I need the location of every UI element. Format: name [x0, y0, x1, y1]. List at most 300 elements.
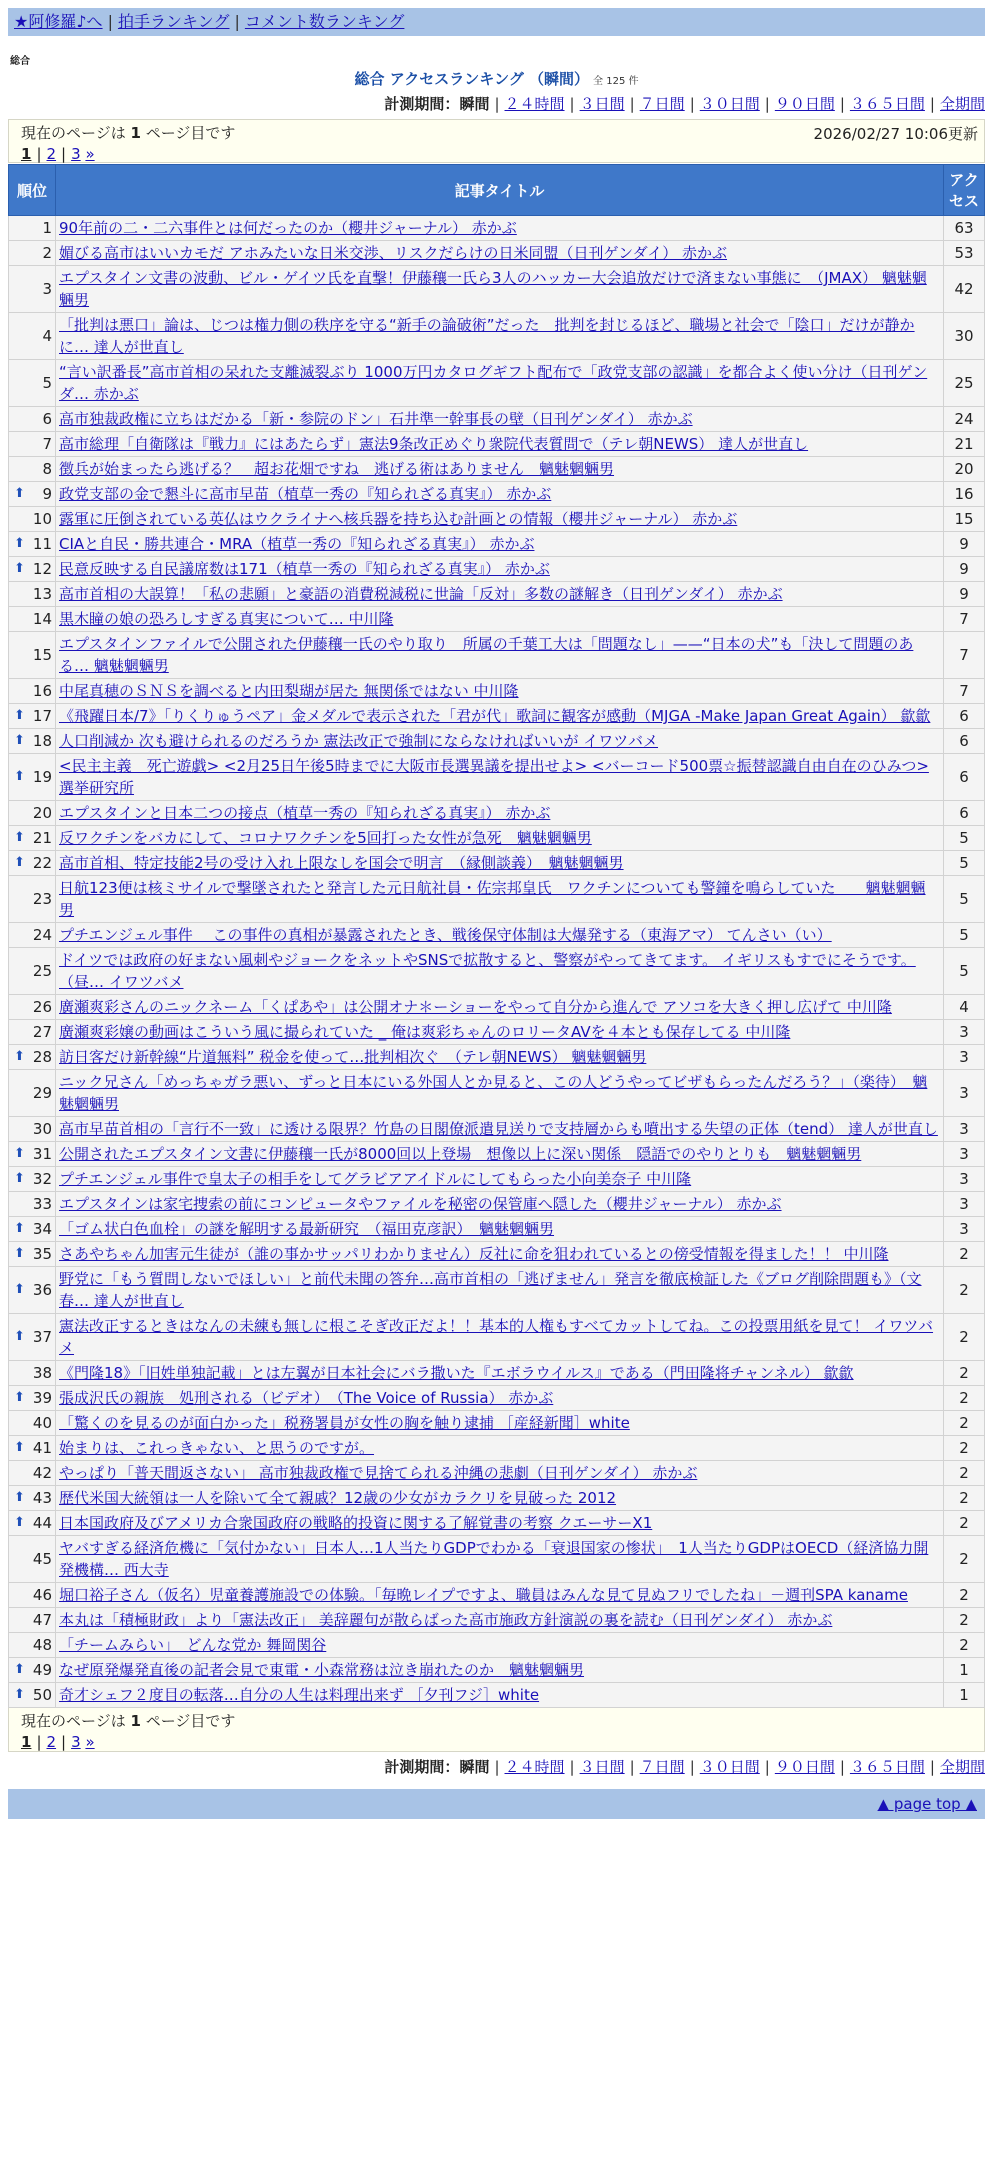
article-title-link[interactable]: 日本国政府及びアメリカ合衆国政府の戦略的投資に関する了解覚書の考察 クエーサーX1 — [59, 1514, 653, 1532]
rank-number: 9 — [42, 485, 52, 503]
access-count: 6 — [944, 754, 985, 801]
ranking-row — [9, 1386, 985, 1411]
pager — [21, 1733, 978, 1751]
ranking-row — [9, 1511, 985, 1536]
article-title-link[interactable]: 廣瀬爽彩嬢の動画はこういう風に撮られていた _ 俺は爽彩ちゃんのロリータAVを４本とも保存してる 中川隆 — [59, 1023, 791, 1041]
title-cell — [56, 1633, 944, 1658]
rank-number: 44 — [32, 1514, 52, 1532]
article-title-link[interactable]: 高市早苗首相の「言行不一致」に透ける限界？竹島の日閣僚派遣見送りで支持層からも噴出する失望の正体（tend） 達人が世直し — [59, 1120, 938, 1138]
up-arrow-icon: ⬆ — [14, 708, 25, 723]
article-title-link[interactable]: なぜ原発爆発直後の記者会見で東電・小森常務は泣き崩れたのか 魑魅魍魎男 — [59, 1661, 585, 1679]
period-link[interactable]: ７日間 — [639, 1758, 685, 1776]
article-title-link[interactable]: 媚びる高市はいいカモだ アホみたいな日米交渉、リスクだらけの日米同盟（日刊ゲンダイ） 赤かぶ — [59, 244, 728, 262]
rank-cell — [9, 1217, 56, 1242]
rank-number: 48 — [32, 1636, 52, 1654]
period-link[interactable]: ３日間 — [579, 1758, 625, 1776]
article-title-link[interactable]: 「驚くのを見るのが面白かった」税務署員が女性の胸を触り逮捕 ［産経新聞］white — [59, 1414, 630, 1432]
title-cell — [56, 826, 944, 851]
pager-page-link[interactable]: 2 — [46, 1733, 57, 1751]
rank-cell — [9, 1511, 56, 1536]
ranking-row — [9, 216, 985, 241]
ranking-row — [9, 1658, 985, 1683]
ranking-row — [9, 1020, 985, 1045]
article-title-link[interactable]: 90年前の二・二六事件とは何だったのか（櫻井ジャーナル） 赤かぶ — [59, 219, 517, 237]
rank-number: 13 — [32, 585, 52, 603]
period-link[interactable]: ２４時間 — [504, 95, 565, 113]
article-title-link[interactable]: エプスタインは家宅捜索の前にコンピュータやファイルを秘密の保管庫へ隠した（櫻井ジャーナル） 赤かぶ — [59, 1195, 782, 1213]
article-title-link[interactable]: 黒木瞳の娘の恐ろしすぎる真実について… 中川隆 — [59, 610, 394, 628]
period-separator: | — [689, 1758, 695, 1776]
article-title-link[interactable]: やっぱり「普天間返さない」 高市独裁政権で見捨てられる沖縄の悲劇（日刊ゲンダイ） 赤かぶ — [59, 1464, 698, 1482]
rank-number: 29 — [32, 1084, 52, 1102]
article-title-link[interactable]: 憲法改正するときはなんの未練も無しに根こそぎ改正だよ！！基本的人権もすべてカットしてね。この投票用紙を見て！ イワツバメ — [59, 1317, 934, 1357]
access-count: 2 — [944, 1486, 985, 1511]
title-cell — [56, 507, 944, 532]
ranking-row — [9, 704, 985, 729]
article-title-link[interactable]: 人口削減か 次も避けられるのだろうか 憲法改正で強制にならなければいいが イワツバメ — [59, 732, 659, 750]
access-count: 3 — [944, 1045, 985, 1070]
total-count: 全 125 件 — [593, 76, 639, 87]
article-title-link[interactable]: 訪日客だけ新幹線“片道無料” 税金を使って…批判相次ぐ （テレ朝NEWS） 魑魅魍魎男 — [59, 1048, 647, 1066]
period-separator: | — [569, 1758, 575, 1776]
rank-number: 46 — [32, 1586, 52, 1604]
page-status-suffix: ページ目です — [145, 1712, 236, 1730]
title-cell — [56, 851, 944, 876]
title-cell — [56, 457, 944, 482]
pager-current-page: 1 — [21, 1733, 32, 1751]
access-count: 5 — [944, 851, 985, 876]
ranking-row — [9, 1242, 985, 1267]
rank-cell — [9, 1361, 56, 1386]
article-title-link[interactable]: 堀口裕子さん（仮名）児童養護施設での体験。「毎晩レイプですよ、職員はみんな見て見ぬフリでしたね」－週刊SPA kaname — [59, 1586, 908, 1604]
access-count: 7 — [944, 632, 985, 679]
top-nav-bar: ★阿修羅♪へ | 拍手ランキング | コメント数ランキング — [8, 8, 985, 36]
title-cell — [56, 1411, 944, 1436]
article-title-link[interactable]: 本丸は「積極財政」より「憲法改正」 美辞麗句が散らばった高市施政方針演説の裏を読む（日刊ゲンダイ） 赤かぶ — [59, 1611, 833, 1629]
access-count: 16 — [944, 482, 985, 507]
ranking-row — [9, 1683, 985, 1708]
title-header: 記事タイトル — [56, 165, 944, 216]
page-status — [21, 1710, 978, 1731]
ranking-row — [9, 1267, 985, 1314]
period-selector-bottom — [8, 1756, 985, 1777]
article-title-link[interactable]: 「ゴム状白色血栓」の謎を解明する最新研究 （福田克彦訳） 魑魅魍魎男 — [59, 1220, 555, 1238]
pager-separator: | — [36, 145, 42, 163]
article-title-link[interactable]: さあやちゃん加害元生徒が（誰の事かサッパリわかりません）反社に命を狙われているとの傍受情報を得ました！！ 中川隆 — [59, 1245, 889, 1263]
rank-number: 30 — [32, 1120, 52, 1138]
access-count: 3 — [944, 1192, 985, 1217]
page-top-link[interactable]: ▲ page top ▲ — [877, 1795, 977, 1813]
title-cell — [56, 482, 944, 507]
title-cell — [56, 1486, 944, 1511]
article-title-link[interactable]: 「チームみらい」 どんな党か 舞岡関谷 — [59, 1636, 327, 1654]
rank-number: 4 — [42, 327, 52, 345]
up-arrow-icon: ⬆ — [14, 1049, 25, 1064]
title-cell — [56, 923, 944, 948]
period-link[interactable]: ３６５日間 — [849, 95, 925, 113]
period-selector-top — [8, 93, 985, 114]
ranking-row — [9, 432, 985, 457]
access-count: 63 — [944, 216, 985, 241]
ranking-row — [9, 1608, 985, 1633]
rank-cell — [9, 1633, 56, 1658]
period-link[interactable]: ３日間 — [579, 95, 625, 113]
period-separator: | — [764, 95, 770, 113]
rank-number: 7 — [42, 435, 52, 453]
article-title-link[interactable]: ニック兄さん「めっちゃガラ悪い、ずっと日本にいる外国人とか見ると、この人どうやってビザもらったんだろう？」（楽待） 魑魅魍魎男 — [59, 1073, 928, 1113]
rank-cell — [9, 582, 56, 607]
rank-cell — [9, 632, 56, 679]
period-link[interactable]: ２４時間 — [504, 1758, 565, 1776]
rank-number: 41 — [32, 1439, 52, 1457]
access-count: 2 — [944, 1536, 985, 1583]
period-link[interactable]: ９０日間 — [774, 95, 835, 113]
up-arrow-icon: ⬆ — [14, 1440, 25, 1455]
rank-number: 47 — [32, 1611, 52, 1629]
rank-number: 2 — [42, 244, 52, 262]
page-title — [8, 68, 985, 89]
rank-number: 37 — [32, 1328, 52, 1346]
rank-number: 27 — [32, 1023, 52, 1041]
article-title-link[interactable]: 廣瀬爽彩さんのニックネーム「くぱあや」は公開オナ＊ーショーをやって自分から進んで アソコを大きく押し広げて 中川隆 — [59, 998, 892, 1016]
title-cell — [56, 1045, 944, 1070]
period-separator: | — [569, 95, 575, 113]
rank-number: 12 — [32, 560, 52, 578]
access-count: 20 — [944, 457, 985, 482]
rank-number: 1 — [42, 219, 52, 237]
title-cell — [56, 801, 944, 826]
home-link[interactable]: ★阿修羅♪へ — [14, 12, 103, 31]
up-arrow-icon: ⬆ — [14, 855, 25, 870]
article-title-link[interactable]: 高市総理「自衛隊は『戦力』にはあたらず」憲法9条改正めぐり衆院代表質問で（テレ朝NEWS） 達人が世直し — [59, 435, 809, 453]
rank-number: 14 — [32, 610, 52, 628]
rank-cell — [9, 360, 56, 407]
pager-next-link[interactable]: » — [85, 145, 95, 163]
pagination-box-bottom — [8, 1708, 985, 1752]
rank-number: 26 — [32, 998, 52, 1016]
updated-timestamp: 2026/02/27 10:06更新 — [813, 125, 978, 143]
title-cell — [56, 607, 944, 632]
up-arrow-icon: ⬆ — [14, 486, 25, 501]
access-count: 3 — [944, 1020, 985, 1045]
article-title-link[interactable]: “言い訳番長”高市首相の呆れた支離滅裂ぶり 1000万円カタログギフト配布で「政党支部の認識」を都合よく使い分け（日刊ゲンダ… 赤かぶ — [59, 363, 928, 403]
title-cell — [56, 360, 944, 407]
access-count: 2 — [944, 1633, 985, 1658]
article-title-link[interactable]: プチエンジェル事件 この事件の真相が暴露されたとき、戦後保守体制は大爆発する（東海アマ） てんさい（い） — [59, 926, 832, 944]
ranking-row — [9, 1411, 985, 1436]
period-link[interactable]: ３０日間 — [699, 95, 760, 113]
page-status-prefix: 現在のページは — [21, 1712, 126, 1730]
article-title-link[interactable]: 日航123便は核ミサイルで撃墜されたと発言した元日航社員・佐宗邦皇氏 ワクチンについても警鐘を鳴らしていた 魑魅魍魎男 — [59, 879, 926, 919]
title-cell — [56, 995, 944, 1020]
title-cell — [56, 1314, 944, 1361]
rank-cell — [9, 1411, 56, 1436]
article-title-link[interactable]: 中尾真穂のＳＮＳを調べると内田梨瑚が居た 無関係ではない 中川隆 — [59, 682, 519, 700]
rank-cell — [9, 1486, 56, 1511]
rank-cell — [9, 432, 56, 457]
pager-current-page: 1 — [21, 145, 32, 163]
access-count: 25 — [944, 360, 985, 407]
access-count: 2 — [944, 1386, 985, 1411]
rank-number: 50 — [32, 1686, 52, 1704]
period-link[interactable]: 全期間 — [939, 95, 985, 113]
article-title-link[interactable]: エプスタインと日本二つの接点（植草一秀の『知られざる真実』） 赤かぶ — [59, 804, 551, 822]
access-count: 53 — [944, 241, 985, 266]
title-cell — [56, 1683, 944, 1708]
article-title-link[interactable]: 奇才シェフ２度目の転落…自分の人生は料理出来ず ［夕刊フジ］white — [59, 1686, 540, 1704]
ranking-row — [9, 1461, 985, 1486]
rank-cell — [9, 995, 56, 1020]
period-label: 計測期間： — [384, 95, 460, 113]
period-link[interactable]: 全期間 — [939, 1758, 985, 1776]
pager-page-link[interactable]: 2 — [46, 145, 57, 163]
article-title-link[interactable]: 「批判は悪口」論は、じつは権力側の秩序を守る“新手の論破術”だった 批判を封じるほど、職場と社会で「陰口」だけが静かに… 達人が世直し — [59, 316, 915, 356]
ranking-row — [9, 557, 985, 582]
article-title-link[interactable]: 高市独裁政権に立ちはだかる「新・参院のドン」石井準一幹事長の壁（日刊ゲンダイ） 赤かぶ — [59, 410, 693, 428]
period-current: 瞬間 — [459, 95, 490, 113]
title-cell — [56, 432, 944, 457]
title-cell — [56, 704, 944, 729]
access-count: 5 — [944, 948, 985, 995]
rank-cell — [9, 457, 56, 482]
rank-cell — [9, 826, 56, 851]
article-title-link[interactable]: エプスタインファイルで公開された伊藤穰一氏のやり取り 所属の千葉工大は「問題なし」——“日本の犬”も「決して問題のある… 魑魅魍魎男 — [59, 635, 914, 675]
ranking-row — [9, 1117, 985, 1142]
rank-cell — [9, 1070, 56, 1117]
title-cell — [56, 557, 944, 582]
access-count: 24 — [944, 407, 985, 432]
access-count: 2 — [944, 1583, 985, 1608]
ranking-row — [9, 1583, 985, 1608]
period-separator: | — [629, 95, 635, 113]
ranking-row — [9, 1436, 985, 1461]
rank-cell — [9, 607, 56, 632]
up-arrow-icon: ⬆ — [14, 830, 25, 845]
article-title-link[interactable]: 歴代米国大統領は一人を除いて全て親戚？12歳の少女がカラクリを見破った 2012 — [59, 1489, 617, 1507]
rank-cell — [9, 1683, 56, 1708]
period-link[interactable]: ３０日間 — [699, 1758, 760, 1776]
rank-cell — [9, 1608, 56, 1633]
rank-cell — [9, 1461, 56, 1486]
rank-number: 38 — [32, 1364, 52, 1382]
access-count: 2 — [944, 1511, 985, 1536]
rank-number: 43 — [32, 1489, 52, 1507]
title-cell — [56, 1361, 944, 1386]
access-count: 5 — [944, 923, 985, 948]
pager-separator: | — [61, 1733, 67, 1751]
up-arrow-icon: ⬆ — [14, 1490, 25, 1505]
article-title-link[interactable]: 張成沢氏の親族 処刑される（ビデオ） （The Voice of Russia） 赤かぶ — [59, 1389, 554, 1407]
ranking-row — [9, 457, 985, 482]
pager-page-link[interactable]: 3 — [71, 145, 81, 163]
article-title-link[interactable]: 政党支部の金で懇斗に高市早苗（植草一秀の『知られざる真実』） 赤かぶ — [59, 485, 552, 503]
access-count: 2 — [944, 1314, 985, 1361]
pager-next-link[interactable]: » — [85, 1733, 95, 1751]
title-cell — [56, 948, 944, 995]
period-link[interactable]: ７日間 — [639, 95, 685, 113]
page-status-number: 1 — [130, 124, 141, 142]
title-cell — [56, 1167, 944, 1192]
rank-number: 23 — [32, 890, 52, 908]
ranking-row — [9, 607, 985, 632]
title-cell — [56, 216, 944, 241]
ranking-row — [9, 754, 985, 801]
rank-number: 32 — [32, 1170, 52, 1188]
title-cell — [56, 1511, 944, 1536]
article-title-link[interactable]: 公開されたエプスタイン文書に伊藤穰一氏が8000回以上登場 想像以上に深い関係 隠語でのやりとりも 魑魅魍魎男 — [59, 1145, 862, 1163]
ranking-row — [9, 1536, 985, 1583]
article-title-link[interactable]: エプスタイン文書の波動、ビル・ゲイツ氏を直撃！伊藤穰一氏ら3人のハッカー大会追放だけで済まない事態に （JMAX） 魑魅魍魎男 — [59, 269, 927, 309]
rank-cell — [9, 1167, 56, 1192]
access-count: 6 — [944, 729, 985, 754]
comment-ranking-link[interactable]: コメント数ランキング — [244, 12, 405, 31]
up-arrow-icon: ⬆ — [14, 1329, 25, 1344]
rank-cell — [9, 557, 56, 582]
rank-number: 11 — [32, 535, 52, 553]
ranking-row — [9, 507, 985, 532]
up-arrow-icon: ⬆ — [14, 733, 25, 748]
article-title-link[interactable]: 《飛躍日本/7》「りくりゅうペア」金メダルで表示された「君が代」歌詞に観客が感動（MJGA -Make Japan Great Again） 歙歙 — [59, 707, 931, 725]
title-cell — [56, 1242, 944, 1267]
rank-number: 49 — [32, 1661, 52, 1679]
rank-number: 3 — [42, 280, 52, 298]
title-cell — [56, 1192, 944, 1217]
rank-cell — [9, 704, 56, 729]
rank-cell — [9, 1267, 56, 1314]
rank-cell — [9, 729, 56, 754]
ranking-row — [9, 313, 985, 360]
rank-cell — [9, 1314, 56, 1361]
page-title-text: 総合 アクセスランキング （瞬間） — [354, 70, 590, 88]
rank-cell — [9, 801, 56, 826]
access-count: 5 — [944, 876, 985, 923]
access-count: 3 — [944, 1117, 985, 1142]
access-count: 4 — [944, 995, 985, 1020]
article-title-link[interactable]: 《門隆18》「旧姓単独記載」とは左翼が日本社会にバラ撒いた『エボラウイルス』である（門田隆将チャンネル） 歙歙 — [59, 1364, 854, 1382]
article-title-link[interactable]: ヤバすぎる経済危機に「気付かない」日本人…1人当たりGDPでわかる「衰退国家の惨状」 1人当たりGDPはOECD（経済協力開発機構… 西大寺 — [59, 1539, 929, 1579]
access-count: 2 — [944, 1242, 985, 1267]
period-current: 瞬間 — [459, 1758, 490, 1776]
period-link[interactable]: ９０日間 — [774, 1758, 835, 1776]
article-title-link[interactable]: 野党に「もう質問しないでほしい」と前代未聞の答弁…高市首相の「逃げません」発言を徹底検証した《ブログ削除問題も》（文春… 達人が世直し — [59, 1270, 922, 1310]
rank-number: 45 — [32, 1550, 52, 1568]
rank-cell — [9, 1020, 56, 1045]
title-cell — [56, 1070, 944, 1117]
rank-cell — [9, 1117, 56, 1142]
title-cell — [56, 1020, 944, 1045]
title-cell — [56, 754, 944, 801]
ranking-row — [9, 407, 985, 432]
applause-ranking-link[interactable]: 拍手ランキング — [117, 12, 230, 31]
ranking-row — [9, 729, 985, 754]
rank-number: 34 — [32, 1220, 52, 1238]
up-arrow-icon: ⬆ — [14, 536, 25, 551]
up-arrow-icon: ⬆ — [14, 769, 25, 784]
title-cell — [56, 1117, 944, 1142]
rank-cell — [9, 679, 56, 704]
access-count: 7 — [944, 679, 985, 704]
title-cell — [56, 1267, 944, 1314]
rank-cell — [9, 1536, 56, 1583]
period-separator: | — [689, 95, 695, 113]
article-title-link[interactable]: 民意反映する自民議席数は171（植草一秀の『知られざる真実』） 赤かぶ — [59, 560, 550, 578]
rank-cell — [9, 851, 56, 876]
article-title-link[interactable]: 反ワクチンをバカにして、コロナワクチンを5回打った女性が急死 魑魅魍魎男 — [59, 829, 592, 847]
pagination-box-top — [8, 119, 985, 163]
ranking-row — [9, 679, 985, 704]
title-cell — [56, 241, 944, 266]
up-arrow-icon: ⬆ — [14, 1390, 25, 1405]
rank-number: 20 — [32, 804, 52, 822]
article-title-link[interactable]: プチエンジェル事件で皇太子の相手をしてグラビアアイドルにしてもらった小向美奈子 中川隆 — [59, 1170, 692, 1188]
rank-number: 10 — [32, 510, 52, 528]
ranking-row — [9, 826, 985, 851]
pager-page-link[interactable]: 3 — [71, 1733, 81, 1751]
page-status-suffix: ページ目です — [145, 124, 236, 142]
rank-cell — [9, 923, 56, 948]
access-count: 9 — [944, 532, 985, 557]
period-separator: | — [839, 95, 845, 113]
article-title-link[interactable]: <民主主義 死亡遊戯> <2月25日午後5時までに大阪市長選異議を提出せよ> <バーコード500票☆振替認識自由自在のひみつ> 選挙研究所 — [59, 757, 929, 797]
ranking-row — [9, 1142, 985, 1167]
title-cell — [56, 1608, 944, 1633]
access-count: 3 — [944, 1142, 985, 1167]
up-arrow-icon: ⬆ — [14, 1282, 25, 1297]
title-cell — [56, 876, 944, 923]
rank-cell — [9, 1583, 56, 1608]
ranking-row — [9, 1070, 985, 1117]
period-separator: | — [764, 1758, 770, 1776]
article-title-link[interactable]: 始まりは、これっきゃない、と思うのですが。 — [59, 1439, 375, 1457]
rank-cell — [9, 754, 56, 801]
up-arrow-icon: ⬆ — [14, 1662, 25, 1677]
period-separator: | — [839, 1758, 845, 1776]
period-link[interactable]: ３６５日間 — [849, 1758, 925, 1776]
rank-number: 33 — [32, 1195, 52, 1213]
rank-number: 5 — [42, 374, 52, 392]
access-count: 5 — [944, 826, 985, 851]
up-arrow-icon: ⬆ — [14, 1687, 25, 1702]
article-title-link[interactable]: CIAと自民・勝共連合・MRA（植草一秀の『知られざる真実』） 赤かぶ — [59, 535, 535, 553]
title-cell — [56, 1436, 944, 1461]
article-title-link[interactable]: 露軍に圧倒されている英仏はウクライナへ核兵器を持ち込む計画との情報（櫻井ジャーナル） 赤かぶ — [59, 510, 738, 528]
access-count: 1 — [944, 1683, 985, 1708]
title-cell — [56, 632, 944, 679]
ranking-row — [9, 532, 985, 557]
pager-separator: | — [36, 1733, 42, 1751]
article-title-link[interactable]: 高市首相、特定技能2号の受け入れ上限なしを国会で明言 （縁側談義） 魑魅魍魎男 — [59, 854, 624, 872]
rank-header: 順位 — [9, 165, 56, 216]
title-cell — [56, 407, 944, 432]
article-title-link[interactable]: 高市首相の大誤算！「私の悲願」と豪語の消費税減税に世論「反対」多数の謎解き（日刊ゲンダイ） 赤かぶ — [59, 585, 783, 603]
rank-cell — [9, 948, 56, 995]
rank-number: 25 — [32, 962, 52, 980]
page-top-bar — [8, 1789, 985, 1819]
access-count: 2 — [944, 1608, 985, 1633]
rank-cell — [9, 1142, 56, 1167]
ranking-row — [9, 995, 985, 1020]
ranking-row — [9, 582, 985, 607]
ranking-row — [9, 876, 985, 923]
access-count: 3 — [944, 1167, 985, 1192]
rank-number: 36 — [32, 1281, 52, 1299]
ranking-row — [9, 1633, 985, 1658]
access-header: アクセス — [944, 165, 985, 216]
article-title-link[interactable]: 徴兵が始まったら逃げる？ 超お花畑ですね 逃げる術はありません 魑魅魍魎男 — [59, 460, 615, 478]
ranking-row — [9, 851, 985, 876]
period-label: 計測期間： — [384, 1758, 460, 1776]
article-title-link[interactable]: ドイツでは政府の好まない風刺やジョークをネットやSNSで拡散すると、警察がやってきてます。 イギリスもすでにそうです。（昼… イワツバメ — [59, 951, 916, 991]
